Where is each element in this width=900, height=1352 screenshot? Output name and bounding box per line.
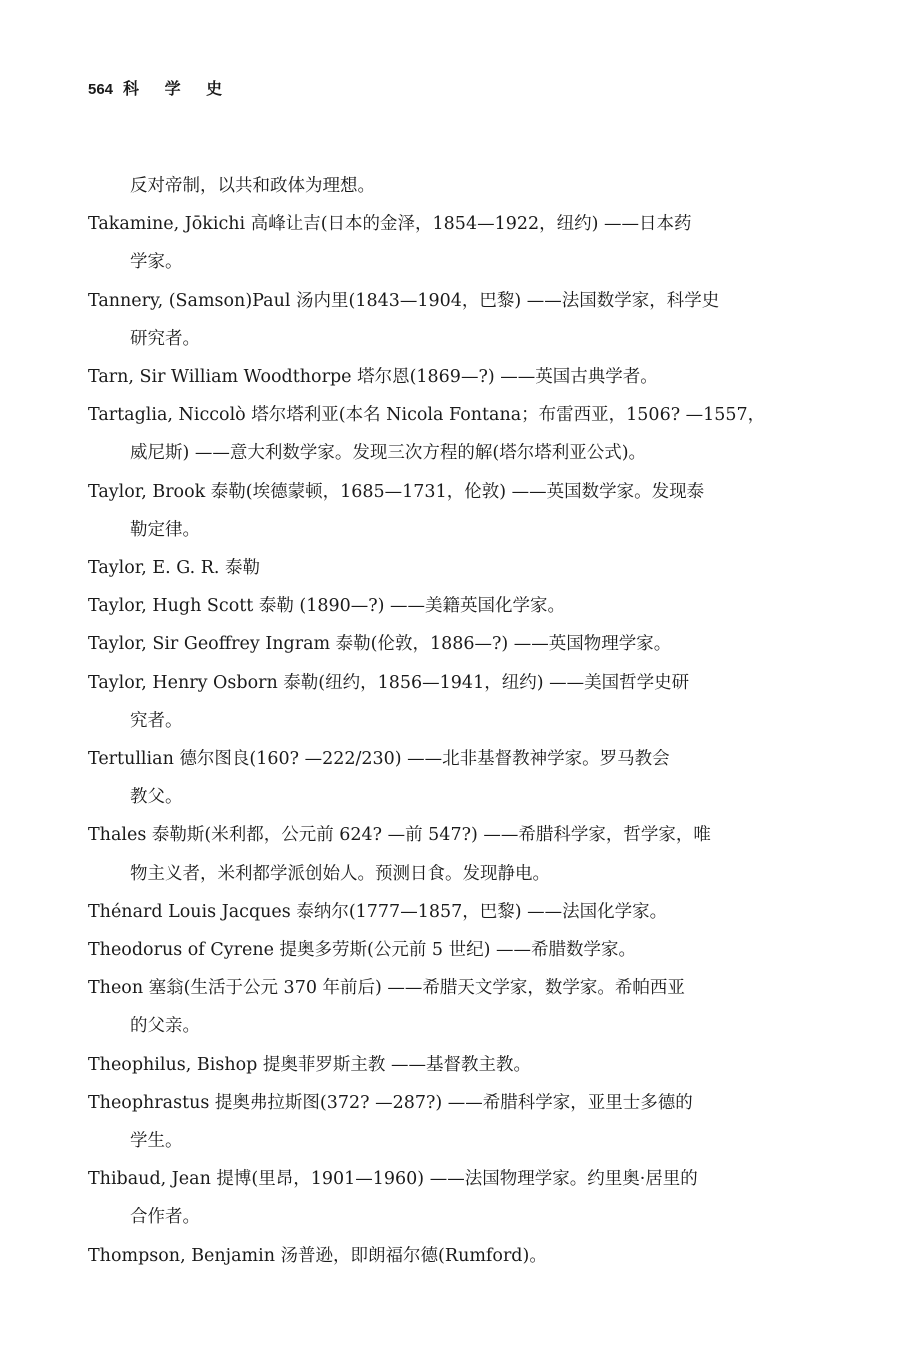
entry-continuation-line: 的父亲。 [130, 1016, 200, 1037]
entry-line: Thompson, Benjamin 汤普逊，即朗福尔德(Rumford)。 [88, 1245, 547, 1266]
entry [88, 282, 818, 358]
entry [88, 1160, 818, 1236]
entry-line: Takamine, Jōkichi 高峰让吉(日本的金泽，1854—1922，纽约) ——日本药 [88, 214, 692, 235]
entry-continuation-line: 物主义者，米利都学派创始人。预测日食。发现静电。 [130, 863, 550, 884]
entry-continuation-line: 研究者。 [130, 328, 200, 349]
entry-line: Taylor, Henry Osborn 泰勒(纽约，1856—1941，纽约) ——美国哲学史研 [88, 672, 690, 693]
page-header [88, 76, 232, 99]
page-number: 564 [88, 81, 114, 98]
entry [88, 893, 818, 931]
entry [88, 1237, 818, 1275]
entry-list [88, 167, 818, 1275]
entry-line: Theon 塞翁(生活于公元 370 年前后) ——希腊天文学家，数学家。希帕西亚 [88, 978, 685, 999]
entry [88, 625, 818, 663]
running-title: 科 学 史 [123, 79, 233, 98]
entry-continuation-line: 究者。 [130, 710, 183, 731]
entry-continuation-line: 威尼斯) ——意大利数学家。发现三次方程的解(塔尔塔利亚公式)。 [130, 443, 647, 464]
entry [88, 1084, 818, 1160]
entry-line: Taylor, E. G. R. 泰勒 [88, 558, 261, 579]
entry [88, 167, 818, 205]
entry-line: Thénard Louis Jacques 泰纳尔(1777—1857，巴黎) ——法国化学家。 [88, 901, 668, 922]
entry [88, 473, 818, 549]
entry-continuation-line: 教父。 [130, 787, 183, 808]
entry [88, 664, 818, 740]
entry-continuation-line: 勒定律。 [130, 519, 200, 540]
entry [88, 549, 818, 587]
entry [88, 396, 818, 472]
entry [88, 1046, 818, 1084]
entry [88, 358, 818, 396]
entry-line: Tertullian 德尔图良(160? —222/230) ——北非基督教神学家。罗马教会 [88, 749, 670, 770]
entry-line: Taylor, Sir Geoffrey Ingram 泰勒(伦敦，1886—?) ——英国物理学家。 [88, 634, 672, 655]
entry-line: Taylor, Hugh Scott 泰勒 (1890—?) ——美籍英国化学家。 [88, 596, 566, 617]
entry-continuation-line: 学家。 [130, 252, 183, 273]
entry-line: Theophilus, Bishop 提奥菲罗斯主教 ——基督教主教。 [88, 1054, 531, 1075]
entry-line: Tartaglia, Niccolò 塔尔塔利亚(本名 Nicola Fontana；布雷西亚，1506? —1557， [88, 405, 766, 426]
entry-line: 反对帝制，以共和政体为理想。 [130, 176, 375, 196]
entry-line: Theophrastus 提奥弗拉斯图(372? —287?) ——希腊科学家，亚里士多德的 [88, 1092, 693, 1113]
entry [88, 816, 818, 892]
entry-line: Taylor, Brook 泰勒(埃德蒙顿，1685—1731，伦敦) ——英国数学家。发现泰 [88, 481, 705, 502]
entry [88, 587, 818, 625]
entry-line: Tarn, Sir William Woodthorpe 塔尔恩(1869—?) ——英国古典学者。 [88, 367, 658, 388]
entry-line: Tannery, (Samson)Paul 汤内里(1843—1904，巴黎) ——法国数学家，科学史 [88, 290, 720, 311]
entry [88, 969, 818, 1045]
entry-line: Theodorus of Cyrene 提奥多劳斯(公元前 5 世纪) ——希腊数学家。 [88, 940, 636, 961]
entry [88, 205, 818, 281]
entry-continuation-line: 学生。 [130, 1131, 183, 1152]
entry-line: Thibaud, Jean 提博(里昂，1901—1960) ——法国物理学家。约里奥·居里的 [88, 1169, 698, 1190]
entry-line: Thales 泰勒斯(米利都，公元前 624? —前 547?) ——希腊科学家，哲学家，唯 [88, 825, 711, 846]
entry [88, 931, 818, 969]
entry [88, 740, 818, 816]
entry-continuation-line: 合作者。 [130, 1207, 200, 1228]
